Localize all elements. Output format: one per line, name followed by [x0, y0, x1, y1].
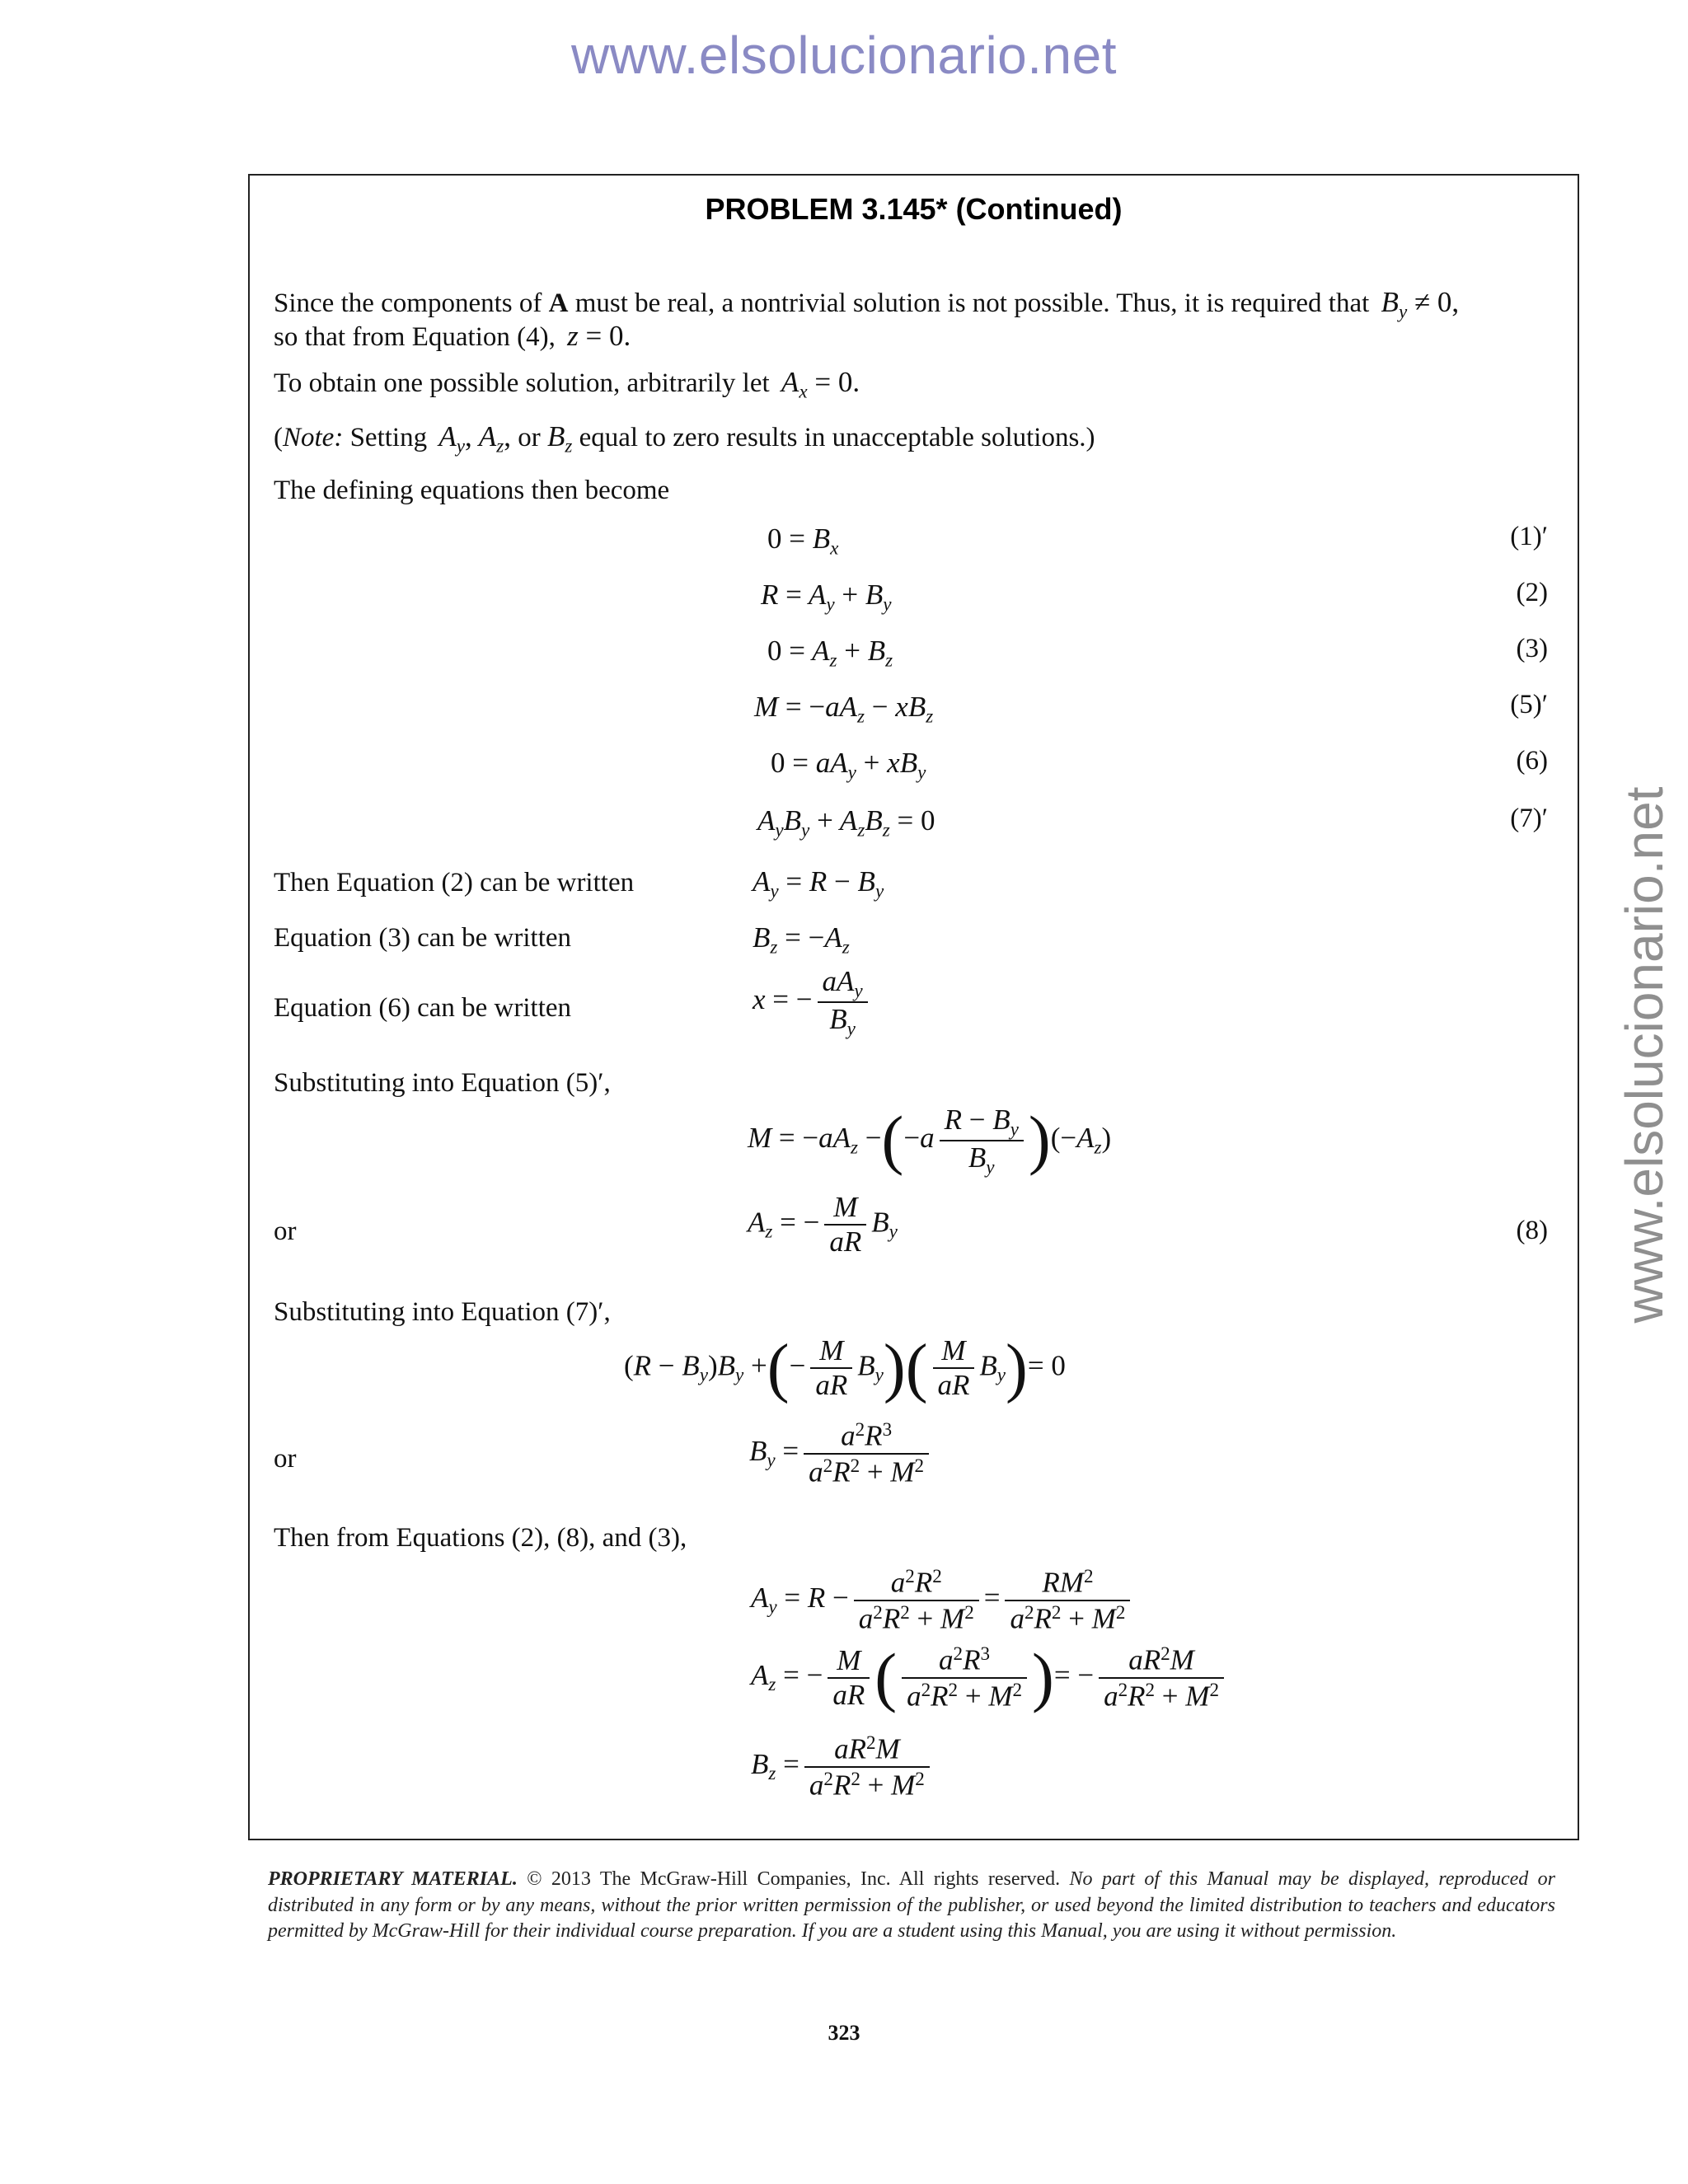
equation-7-prime: $A_yB_y + A_zB_z = 0$: [757, 804, 935, 841]
label-or-1: or: [274, 1216, 297, 1246]
equation-x: x = − $\frac{aA_y}{B_y}$: [753, 965, 873, 1039]
label-eq6-written: Equation (6) can be written: [274, 993, 572, 1023]
label-eq3-written: Equation (3) can be written: [274, 923, 572, 953]
equation-number-1: (1)′: [1510, 522, 1548, 551]
problem-box: [248, 174, 1579, 1840]
equation-number-6: (6): [1516, 746, 1548, 776]
equation-ay: $A_y = R - B_y$: [753, 865, 884, 902]
equation-bz: $B_z = -A_z$: [753, 921, 850, 958]
paragraph-2: To obtain one possible solution, arbitrarily let $A_x = 0$.: [274, 366, 860, 402]
proprietary-footer: [268, 1867, 1555, 1945]
equation-2: $R = A_y + B_y$: [761, 579, 892, 615]
equation-number-7: (7)′: [1510, 804, 1548, 833]
label-or-2: or: [274, 1444, 297, 1474]
condition-by-nonzero: $B_y \ne 0$,: [1381, 286, 1460, 322]
paragraph-4: The defining equations then become: [274, 476, 670, 505]
equation-ay-solution: $A_y = R$ − $\frac{a^2R^2}{a^2R^2 + M^2}$ = $\frac{RM^2}{a^2R^2 + M^2}$: [751, 1565, 1135, 1636]
equation-3: $0 = A_z + B_z$: [767, 635, 893, 671]
label-substituting-5: Substituting into Equation (5)′,: [274, 1068, 611, 1098]
equation-1-prime: $0 = B_x$: [767, 523, 839, 559]
equation-number-5: (5)′: [1510, 690, 1548, 719]
proprietary-label: PROPRIETARY MATERIAL.: [268, 1868, 518, 1890]
equation-number-3: (3): [1516, 634, 1548, 663]
paragraph-1b: so that from Equation (4), z = 0.: [274, 320, 631, 352]
equation-number-8: (8): [1516, 1216, 1548, 1245]
equation-substituted-7: $(R - B_y)B_y$ +(− $\frac{M}{aR}$ $B_y$)( $\frac{M}{aR}$ $B_y)= 0$: [624, 1331, 1066, 1404]
copyright-text: © 2013 The McGraw-Hill Companies, Inc. All rights reserved.: [517, 1868, 1070, 1890]
paragraph-3: (Note: Setting $A_y$, $A_z$, or $B_z$ equal to zero results in unacceptable solutions.): [274, 420, 1095, 457]
label-eq2-written: Then Equation (2) can be written: [274, 868, 635, 898]
watermark-side: www.elsolucionario.net: [1615, 786, 1674, 1324]
equation-number-2: (2): [1516, 578, 1548, 607]
equation-6: $0 = aA_y + xB_y$: [771, 747, 926, 783]
page-number: 323: [828, 2021, 860, 2045]
equation-az-solution: $A_z$ = − $\frac{M}{aR}$ ( $\frac{a^2R^3}{a^2R^2 + M^2}$ )= − $\frac{aR^2M}{a^2R^2 + M^2}$: [751, 1643, 1229, 1713]
equation-by-solution: $B_y$ = $\frac{a^2R^3}{a^2R^2 + M^2}$: [749, 1418, 934, 1489]
ax-equals-zero: $A_x = 0$.: [781, 366, 860, 402]
paragraph-1a: Since the components of A must be real, a nontrivial solution is not possible. Thus, it is required that $B_y \ne 0$,: [274, 286, 1460, 322]
equation-8: $A_z$ = − $\frac{M}{aR}$ $B_y$: [748, 1191, 898, 1258]
permission-text: No part of this Manual may be displayed, reproduced or distributed in any form or by any means, without the prior written permission of the publisher, or used beyond the limited distribution to teachers and educators permitted by McGraw-Hill for their individual course preparation. If you are a student using this Manual, you are using it without permission.: [268, 1868, 1555, 1943]
label-substituting-7: Substituting into Equation (7)′,: [274, 1297, 611, 1327]
equation-bz-solution: $B_z$ = $\frac{aR^2M}{a^2R^2 + M^2}$: [751, 1732, 935, 1802]
problem-title: PROBLEM 3.145* (Continued): [705, 192, 1123, 226]
z-equals-zero: z = 0.: [567, 320, 631, 352]
equation-m-substituted: $M = -aA_z -(-a$ $\frac{R - B_y}{B_y}$ )$(-A_z)$: [748, 1103, 1112, 1178]
label-then-from: Then from Equations (2), (8), and (3),: [274, 1523, 687, 1553]
equation-5-prime: $M = -aA_z - xB_z$: [754, 691, 934, 727]
watermark-top: www.elsolucionario.net: [571, 26, 1117, 85]
